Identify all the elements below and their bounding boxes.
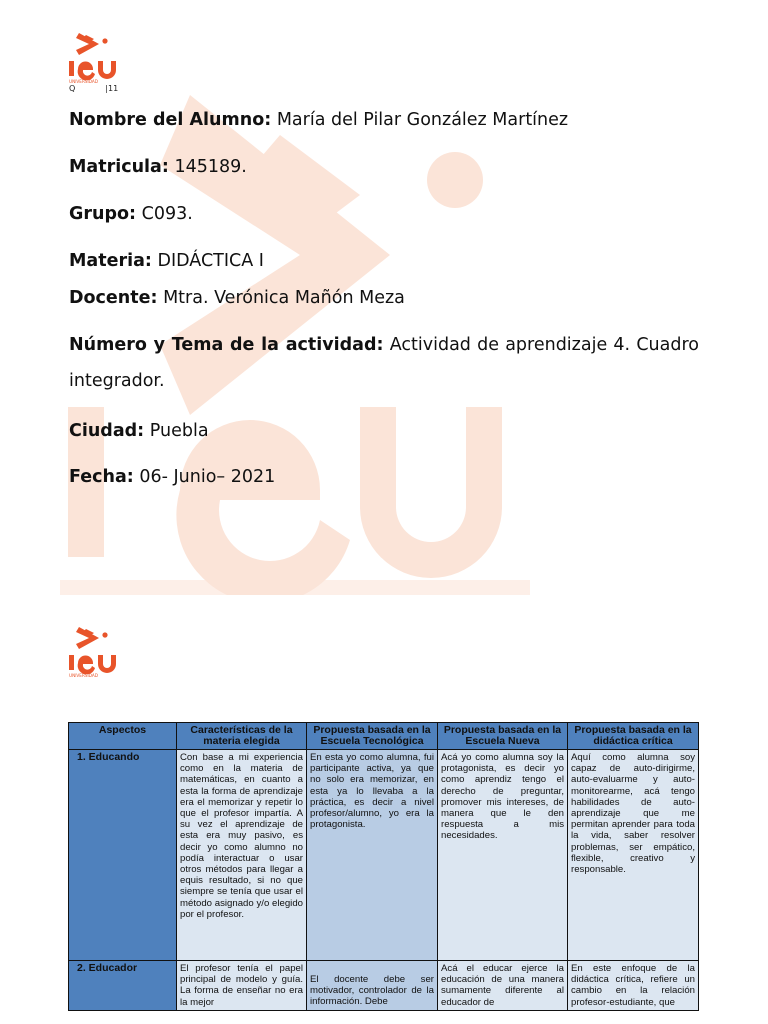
reference-left: Q bbox=[69, 84, 76, 93]
svg-text:UNIVERSIDAD: UNIVERSIDAD bbox=[69, 79, 98, 84]
ieu-logo-top bbox=[64, 30, 126, 88]
header-escuela-tecnologica: Propuesta basada en la Escuela Tecnológica bbox=[307, 723, 438, 750]
table-row bbox=[69, 961, 699, 1011]
table-cell: Con base a mi experiencia como en la materia de matemáticas, en cuanto a esta la forma de aprendizaje era el memorizar y repetir lo que el profesor impartía. A su vez el aprendizaje de esta era muy pasivo, es decir yo como alumno no podía interactuar o usar otros métodos para llegar a equis resultado, si no que siempre se tenía que usar el método asignado y/o elegido por el profesor. bbox=[177, 750, 307, 961]
cuadro-integrador-table bbox=[68, 722, 698, 1011]
header-didactica-critica: Propuesta basada en la didáctica crítica bbox=[568, 723, 699, 750]
table-cell: El profesor tenía el papel principal de modelo y guía. La forma de enseñar no era la mejor bbox=[177, 961, 307, 1011]
table-cell: En esta yo como alumna, fui participante activa, ya que no solo era memorizar, en esta ya lo llevaba a la práctica, es decir a nivel profesor/alumno, yo era la protagonista. bbox=[307, 750, 438, 961]
table-cell: Acá el educar ejerce la educación de una manera sumamente diferente al educador de bbox=[438, 961, 568, 1011]
header-escuela-nueva: Propuesta basada en la Escuela Nueva bbox=[438, 723, 568, 750]
field-grupo: Grupo: C093. bbox=[69, 204, 193, 224]
table-cell: Aquí como alumna soy capaz de auto-dirigirme, auto-evaluarme y auto-monitorearme, acá tengo habilidades de auto-aprendizaje que me permitan aprender para toda la vida, saber resolver problemas, ser empático, flexible, creativo y responsable. bbox=[568, 750, 699, 961]
table-cell: El docente debe ser motivador, controlador de la información. Debe bbox=[307, 961, 438, 1011]
row-aspect-educando: 1. Educando bbox=[69, 750, 177, 961]
field-materia: Materia: DIDÁCTICA I bbox=[69, 251, 264, 271]
ieu-logo-page-two bbox=[64, 624, 126, 682]
field-ciudad: Ciudad: Puebla bbox=[69, 421, 209, 441]
header-caracteristicas: Características de la materia elegida bbox=[177, 723, 307, 750]
table-cell: En este enfoque de la didáctica crítica, refiere un cambio en la relación profesor-estudiante, que bbox=[568, 961, 699, 1011]
row-aspect-educador: 2. Educador bbox=[69, 961, 177, 1011]
field-docente: Docente: Mtra. Verónica Mañón Meza bbox=[69, 288, 405, 308]
table-cell: Acá yo como alumna soy la protagonista, es decir yo como aprendiz tengo el derecho de preguntar, promover mis intereses, de manera que le den respuesta a mis necesidades. bbox=[438, 750, 568, 961]
field-nombre: Nombre del Alumno: María del Pilar González Martínez bbox=[69, 110, 569, 130]
svg-text:UNIVERSIDAD: UNIVERSIDAD bbox=[69, 673, 98, 678]
field-matricula: Matricula: 145189. bbox=[69, 157, 247, 177]
table-row bbox=[69, 750, 699, 961]
document-reference bbox=[69, 84, 118, 93]
table-header-row bbox=[69, 723, 699, 750]
header-aspectos: Aspectos bbox=[69, 723, 177, 750]
reference-right: |11 bbox=[105, 84, 119, 93]
field-actividad: Número y Tema de la actividad: Actividad de aprendizaje 4. Cuadro integrador. bbox=[69, 335, 699, 391]
field-fecha: Fecha: 06- Junio– 2021 bbox=[69, 467, 276, 487]
